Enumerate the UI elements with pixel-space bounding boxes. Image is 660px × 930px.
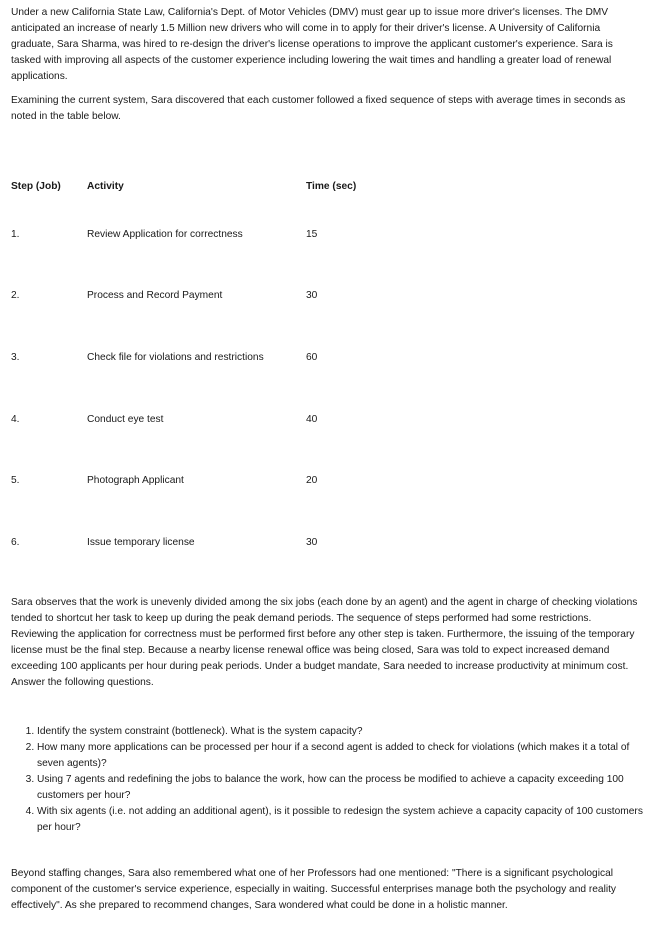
header-activity: Activity <box>87 181 124 192</box>
step-cell: 4. <box>11 413 20 425</box>
time-cell: 40 <box>306 413 318 425</box>
table-row <box>11 204 426 266</box>
questions-list <box>11 724 649 836</box>
step-cell: 1. <box>11 228 20 240</box>
steps-table <box>11 170 426 574</box>
activity-cell: Conduct eye test <box>87 413 164 425</box>
table-intro-paragraph: Examining the current system, Sara discovered that each customer followed a fixed sequence of steps with average times in seconds as noted in the table below. <box>11 95 626 122</box>
time-cell: 30 <box>306 290 318 302</box>
activity-cell: Issue temporary license <box>87 536 195 548</box>
closing-paragraph: Beyond staffing changes, Sara also remembered what one of her Professors had one mentioned: "There is a significant psychological component of the customer's service experience, especially in waiting. Successful enterprises manage both the psychology and reality effectively". As she prepared to recommend changes, Sara wondered what could be done in a holistic manner. <box>11 868 617 911</box>
activity-cell: Check file for violations and restrictions <box>87 351 264 363</box>
table-row <box>11 450 426 512</box>
time-cell: 60 <box>306 351 318 363</box>
step-cell: 3. <box>11 351 20 363</box>
header-time: Time (sec) <box>306 181 357 192</box>
intro-paragraph: Under a new California State Law, California's Dept. of Motor Vehicles (DMV) must gear up to issue more driver's licenses. The DMV anticipated an increase of nearly 1.5 Million new drivers who will come in to apply for their driver's license. A University of California graduate, Sara Sharma, was hired to re-design the driver's license operations to improve the applicant customer's experience. Sara is tasked with improving all aspects of the customer experience including lowering the wait times and handling a greater load of renewal applications. <box>11 7 613 82</box>
table-header-row <box>11 170 426 204</box>
time-cell: 15 <box>306 228 318 240</box>
question-item: 3. Using 7 agents and redefining the jobs to balance the work, how can the process be modified to achieve a capacity exceeding 100 customers per hour? <box>37 772 649 804</box>
question-item: 2. How many more applications can be processed per hour if a second agent is added to check for violations (which makes it a total of seven agents)? <box>37 740 649 772</box>
header-step: Step (Job) <box>11 181 61 192</box>
activity-cell: Photograph Applicant <box>87 475 184 487</box>
table-row <box>11 389 426 451</box>
activity-cell: Process and Record Payment <box>87 290 223 302</box>
question-item: 1. Identify the system constraint (bottleneck). What is the system capacity? <box>37 724 649 740</box>
activity-cell: Review Application for correctness <box>87 228 243 240</box>
table-row <box>11 327 426 389</box>
table-row <box>11 266 426 328</box>
step-cell: 2. <box>11 290 20 302</box>
table-row <box>11 512 426 574</box>
time-cell: 30 <box>306 536 318 548</box>
observation-paragraph: Sara observes that the work is unevenly divided among the six jobs (each done by an agent) and the agent in charge of checking violations tended to shortcut her task to keep up during the peak demand periods. The sequence of steps performed had some restrictions. Reviewing the application for correctness must be performed first before any other step is taken. Furthermore, the issuing of the temporary license must be the final step. Because a nearby license renewal office was being closed, Sara was told to expect increased demand exceeding 100 applicants per hour during peak periods. Under a budget mandate, Sara needed to increase productivity at minimum cost. Answer the following questions. <box>11 597 638 688</box>
step-cell: 5. <box>11 475 20 487</box>
step-cell: 6. <box>11 536 20 548</box>
question-item: 4. With six agents (i.e. not adding an additional agent), is it possible to redesign the system achieve a capacity capacity of 100 customers per hour? <box>37 804 649 836</box>
time-cell: 20 <box>306 475 318 487</box>
